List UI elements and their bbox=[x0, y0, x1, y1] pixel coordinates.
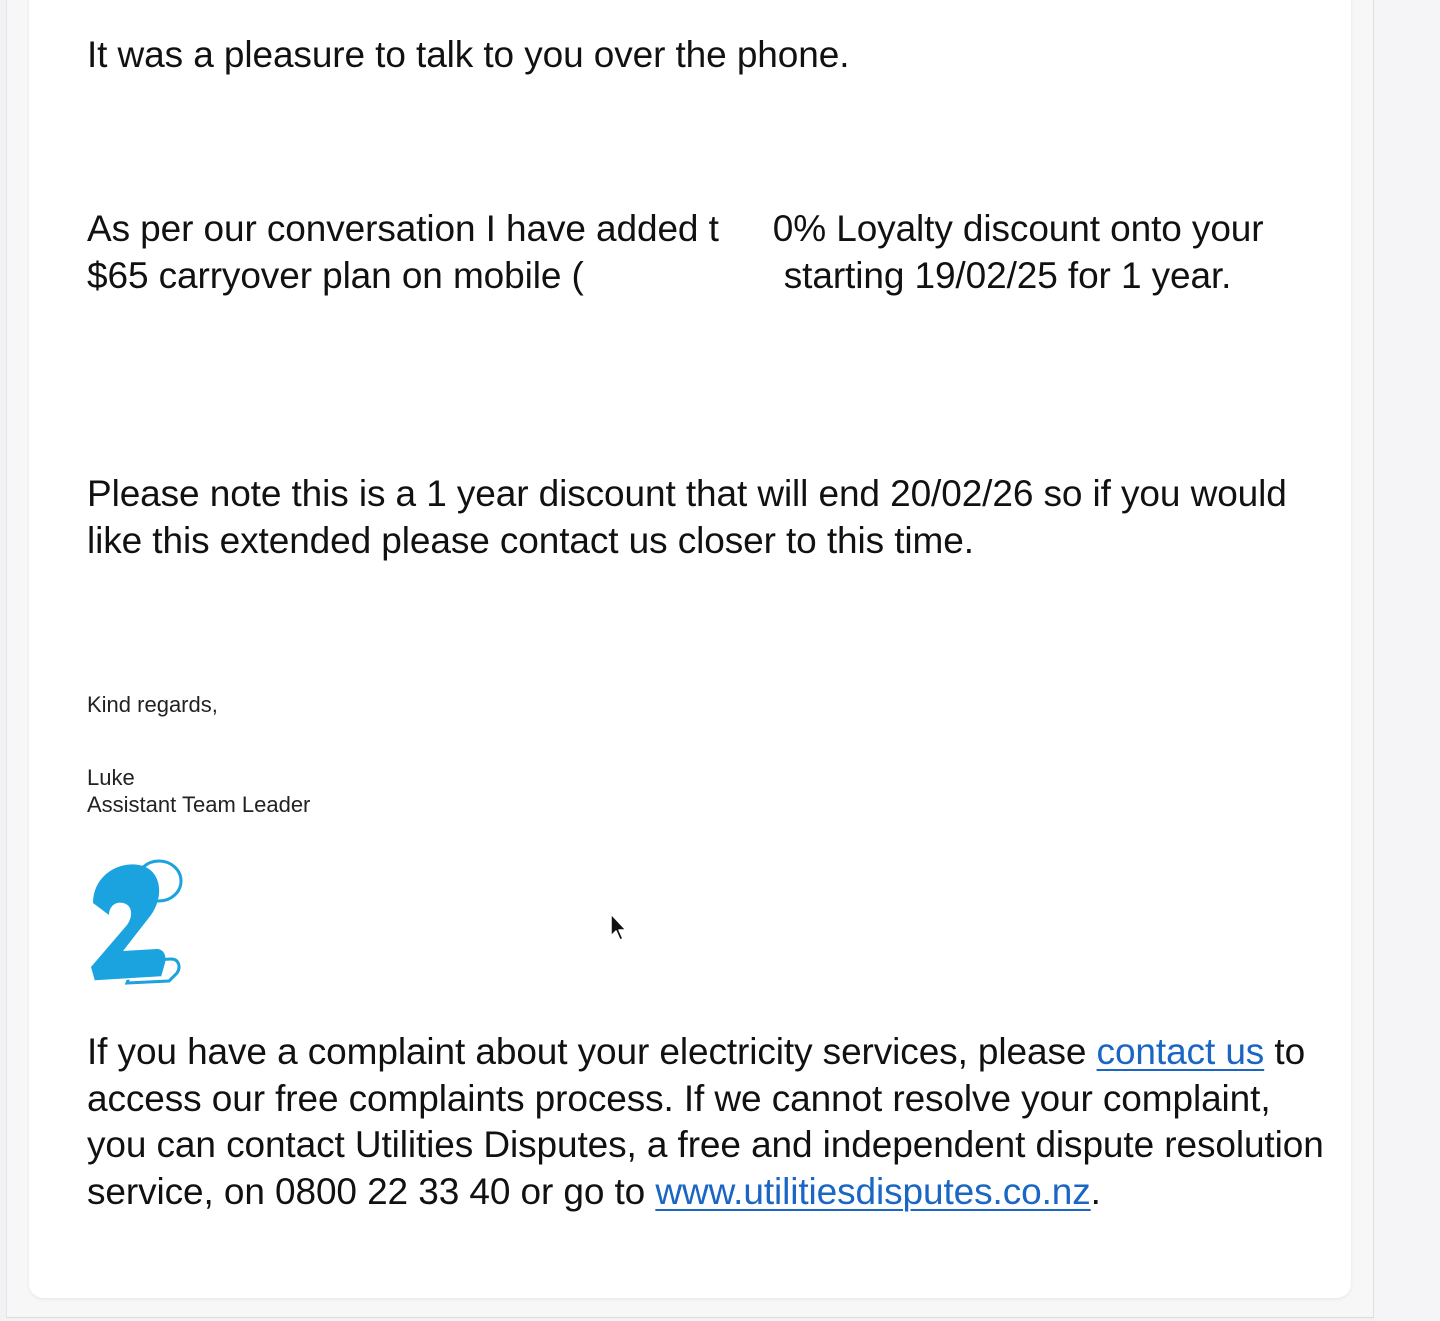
discount-text-part3: starting 19/02/25 for 1 year. bbox=[783, 254, 1232, 296]
signature-name: Luke bbox=[87, 765, 135, 790]
discount-text-part2: 0% Loyalty discount onto your $65 carryover plan on mobile ( bbox=[87, 208, 1264, 296]
note-paragraph: Please note this is a 1 year discount that will end 20/02/26 so if you would like this extended please contact us closer to this time. bbox=[87, 473, 1287, 561]
signature-title: Assistant Team Leader bbox=[87, 792, 311, 817]
discount-paragraph bbox=[87, 206, 1317, 299]
email-body-card bbox=[29, 0, 1351, 1298]
contact-us-link[interactable]: contact us bbox=[1096, 1031, 1265, 1072]
greeting-paragraph: It was a pleasure to talk to you over the phone. bbox=[87, 34, 850, 75]
footer-text-2: to access our free complaints process. If we cannot resolve your complaint, you can contact Utilities Disputes, a free and independent dispute resolution service, on 0800 22 33 40 or go to bbox=[87, 1031, 1324, 1212]
utilities-disputes-link[interactable]: www.utilitiesdisputes.co.nz bbox=[655, 1170, 1091, 1212]
footer-text-1: If you have a complaint about your electricity services, please bbox=[87, 1031, 1097, 1072]
complaints-paragraph bbox=[87, 1029, 1327, 1215]
2degrees-logo-icon bbox=[87, 855, 187, 985]
redacted-phone-block bbox=[584, 253, 784, 299]
closing-text: Kind regards, bbox=[87, 692, 218, 717]
scroll-gutter[interactable] bbox=[1374, 0, 1440, 1321]
mail-window bbox=[6, 0, 1374, 1318]
redacted-block bbox=[719, 206, 773, 252]
mouse-pointer-icon bbox=[608, 912, 630, 944]
discount-text-part1: As per our conversation I have added t bbox=[87, 208, 719, 249]
footer-text-3: . bbox=[1090, 1170, 1101, 1212]
